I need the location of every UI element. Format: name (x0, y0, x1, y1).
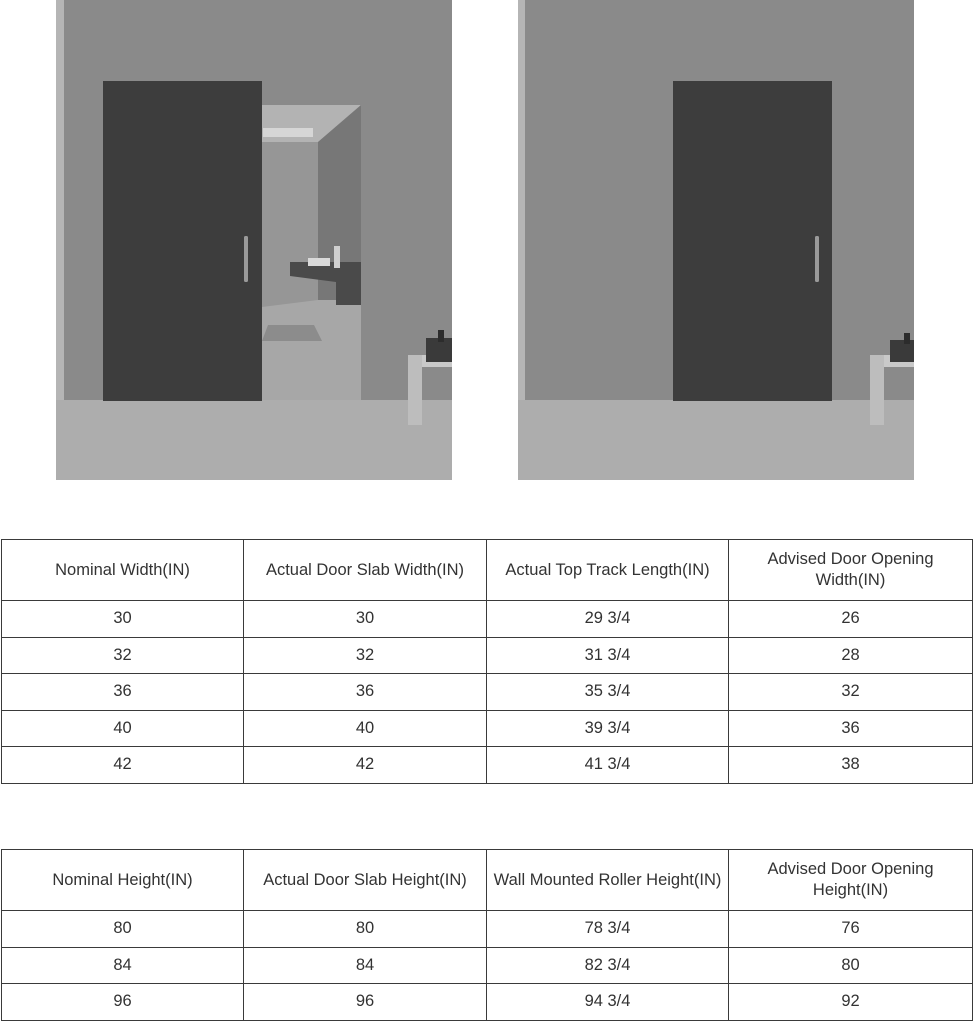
table-cell: 96 (2, 984, 244, 1021)
door-open-render (56, 0, 452, 480)
header-opening-height: Advised Door Opening Height(IN) (729, 850, 973, 911)
width-spec-table (1, 539, 973, 784)
header-track-length: Actual Top Track Length(IN) (487, 540, 729, 601)
header-opening-width: Advised Door Opening Width(IN) (729, 540, 973, 601)
table-cell: 76 (729, 911, 973, 948)
header-nominal-height: Nominal Height(IN) (2, 850, 244, 911)
table-cell: 30 (244, 601, 487, 638)
table-row (2, 601, 973, 638)
table-cell: 40 (2, 710, 244, 747)
table-cell: 32 (729, 674, 973, 711)
table-cell: 41 3/4 (487, 747, 729, 784)
table-cell: 80 (244, 911, 487, 948)
table-cell: 36 (2, 674, 244, 711)
table-row (2, 747, 973, 784)
table-cell: 36 (729, 710, 973, 747)
table-header-row (2, 850, 973, 911)
table-cell: 78 3/4 (487, 911, 729, 948)
height-spec-table (1, 849, 973, 1021)
table-cell: 84 (2, 947, 244, 984)
table-header-row (2, 540, 973, 601)
table-cell: 32 (2, 637, 244, 674)
table-cell: 42 (244, 747, 487, 784)
table-cell: 30 (2, 601, 244, 638)
table-cell: 31 3/4 (487, 637, 729, 674)
table-cell: 32 (244, 637, 487, 674)
table-cell: 84 (244, 947, 487, 984)
table-cell: 38 (729, 747, 973, 784)
header-slab-height: Actual Door Slab Height(IN) (244, 850, 487, 911)
table-cell: 29 3/4 (487, 601, 729, 638)
table-cell: 80 (2, 911, 244, 948)
table-cell: 36 (244, 674, 487, 711)
table-cell: 40 (244, 710, 487, 747)
table-cell: 39 3/4 (487, 710, 729, 747)
table-cell: 94 3/4 (487, 984, 729, 1021)
table-cell: 42 (2, 747, 244, 784)
table-row (2, 674, 973, 711)
table-cell: 92 (729, 984, 973, 1021)
table-row (2, 947, 973, 984)
table-row (2, 911, 973, 948)
header-slab-width: Actual Door Slab Width(IN) (244, 540, 487, 601)
table-row (2, 984, 973, 1021)
door-closed-render (518, 0, 914, 480)
header-nominal-width: Nominal Width(IN) (2, 540, 244, 601)
header-roller-height: Wall Mounted Roller Height(IN) (487, 850, 729, 911)
table-cell: 35 3/4 (487, 674, 729, 711)
table-row (2, 710, 973, 747)
table-cell: 28 (729, 637, 973, 674)
table-cell: 96 (244, 984, 487, 1021)
table-cell: 82 3/4 (487, 947, 729, 984)
table-cell: 80 (729, 947, 973, 984)
table-row (2, 637, 973, 674)
table-cell: 26 (729, 601, 973, 638)
